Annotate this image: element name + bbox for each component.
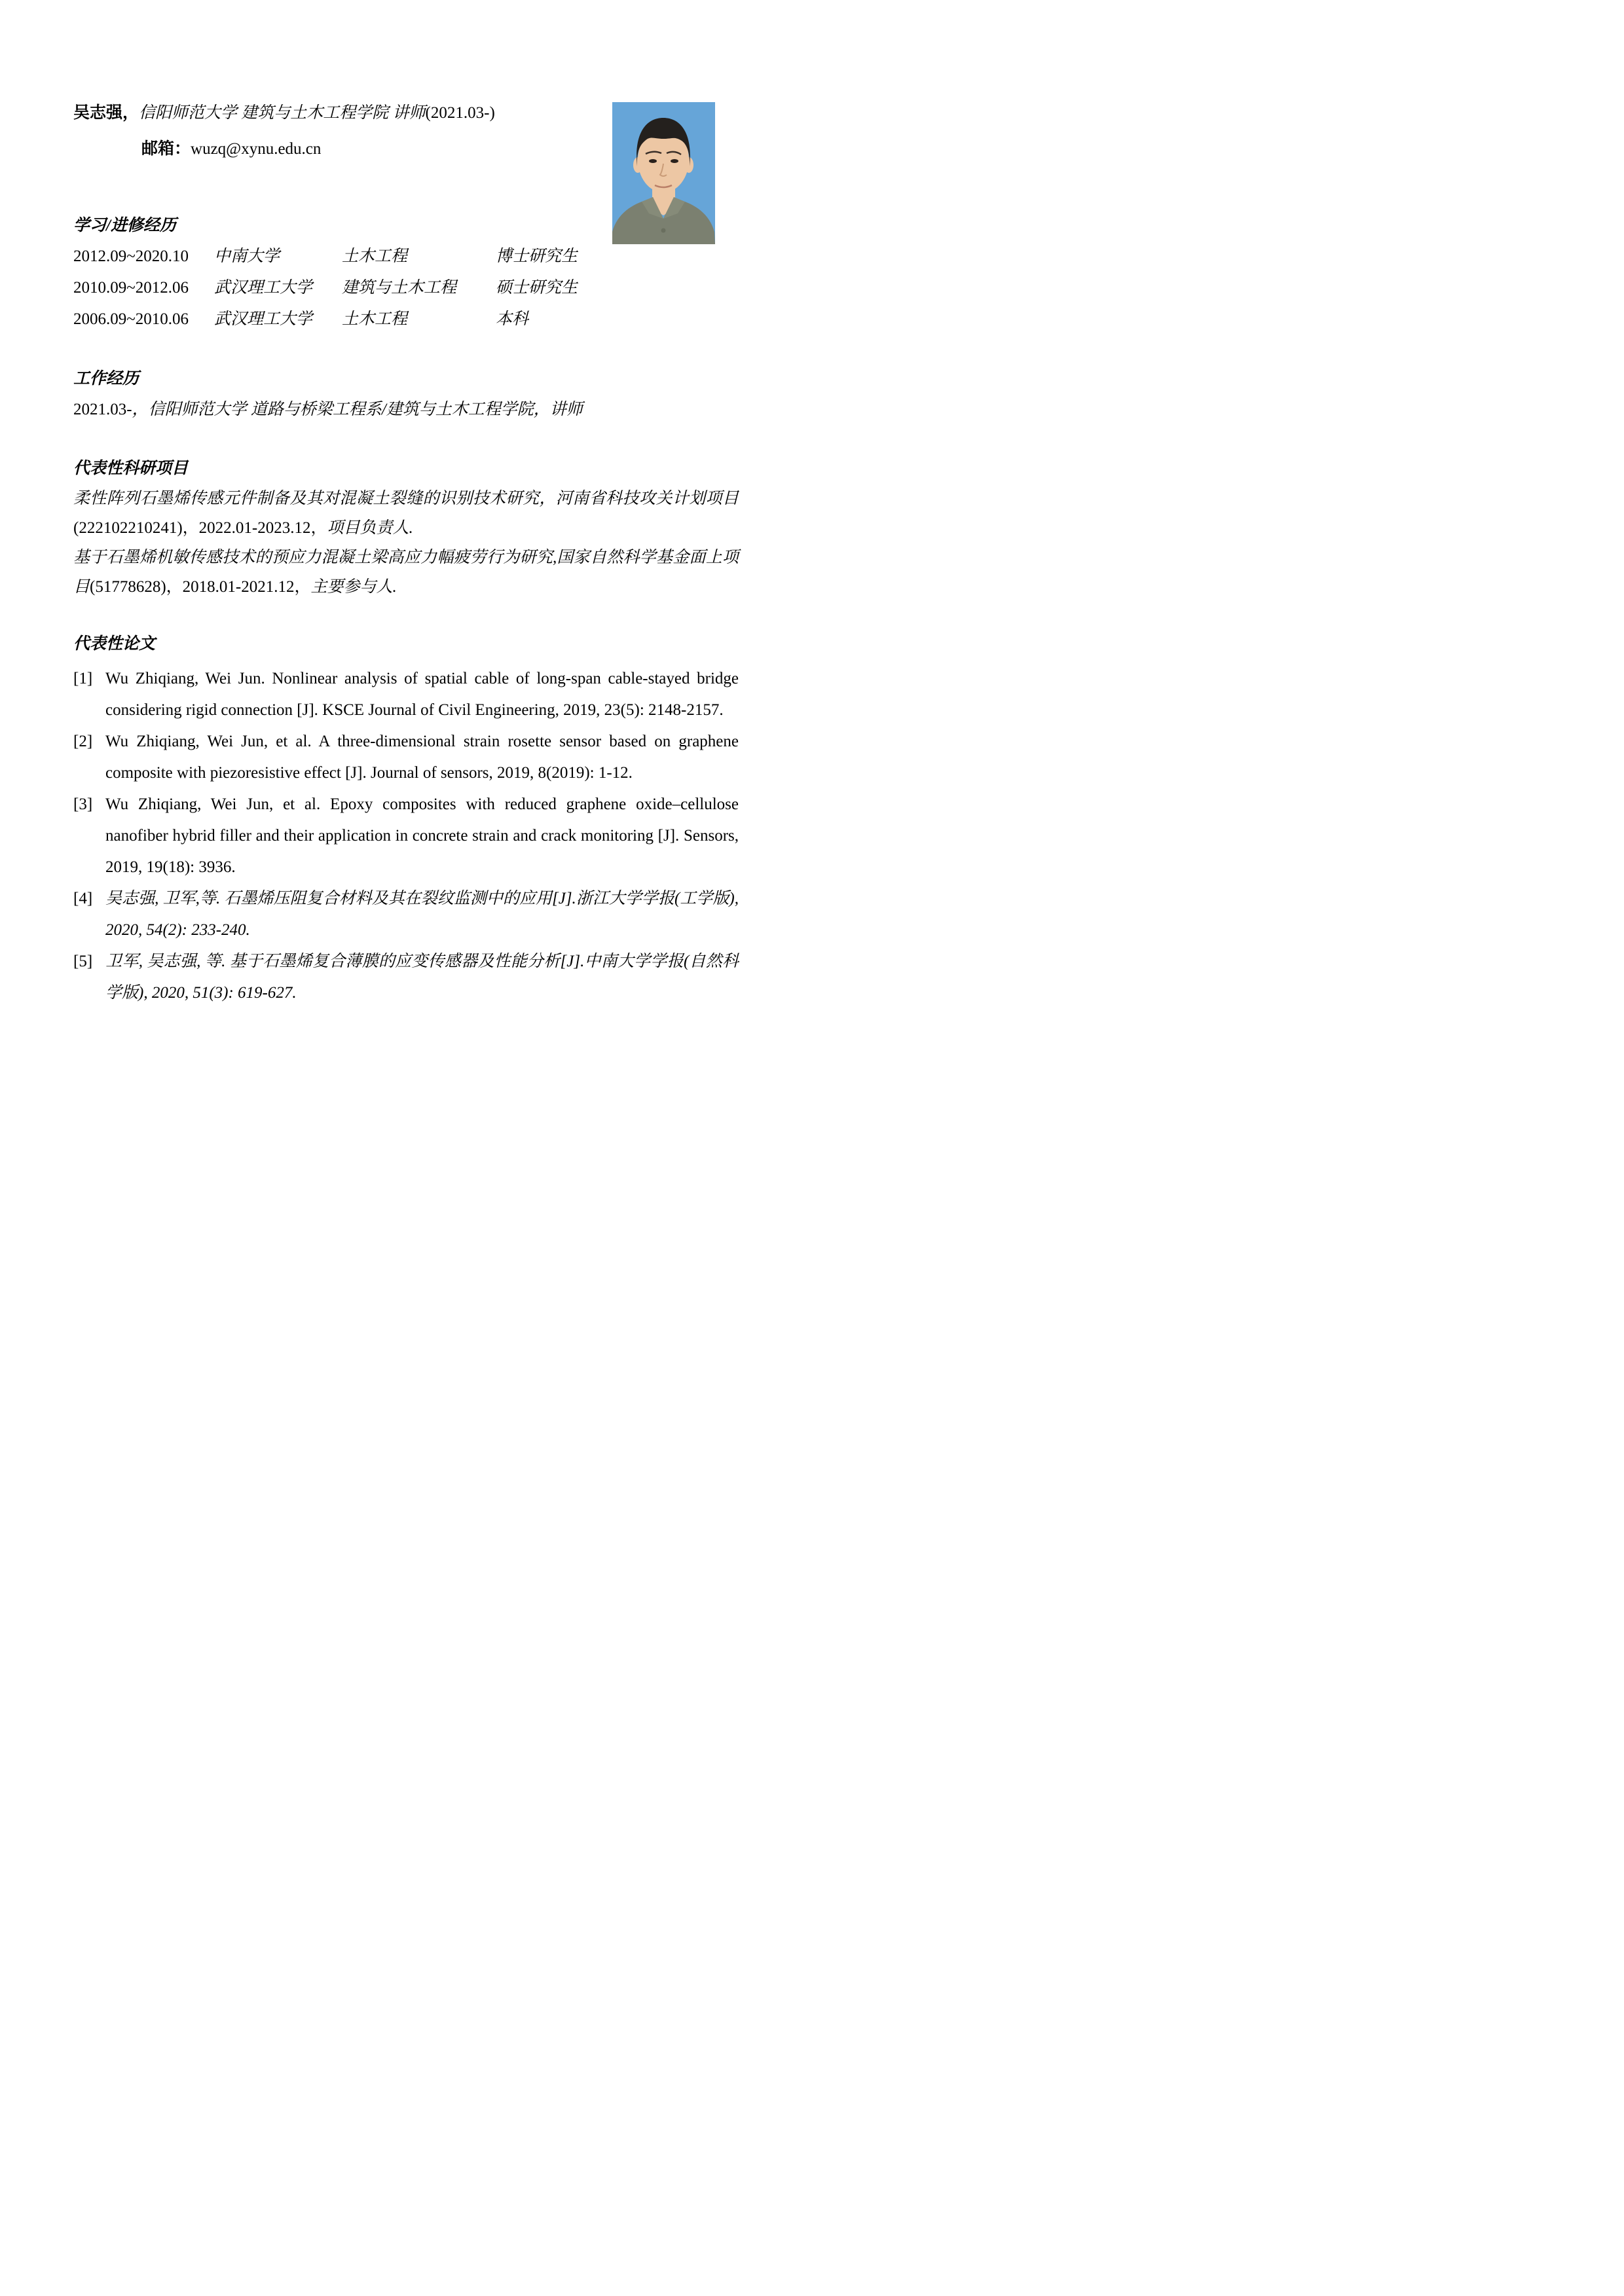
- edu-major: 建筑与土木工程: [342, 279, 457, 297]
- paper-reference: [73, 883, 739, 946]
- project-number-dates: (222102210241)，2022.01-2023.12，: [73, 519, 327, 537]
- project-number-dates: (51778628)，2018.01-2021.12，: [90, 578, 311, 596]
- paper-ref-text: 吴志强, 卫军,等. 石墨烯压阻复合材料及其在裂纹监测中的应用[J].浙江大学学报(工学版), 2020, 54(2): 233-240.: [105, 890, 739, 939]
- work-date: 2021.03-: [73, 401, 132, 418]
- paper-ref-label: [1]: [73, 670, 93, 687]
- education-row: [73, 272, 739, 304]
- paper-reference: [73, 726, 739, 789]
- project-title: 基于石墨烯机敏传感技术的预应力混凝土梁高应力幅疲劳行为研究,国家自然科学基金面上项目: [73, 549, 739, 596]
- resume-content: [73, 0, 739, 1009]
- person-name: 吴志强: [73, 104, 123, 122]
- edu-degree: 硕士研究生: [496, 279, 578, 297]
- edu-school: 武汉理工大学: [214, 279, 313, 297]
- section-heading-education: 学习/进修经历: [73, 217, 176, 234]
- email-line: [73, 134, 739, 164]
- paper-ref-label: [4]: [73, 890, 93, 907]
- email-label: 邮箱：: [141, 140, 191, 158]
- paper-ref-label: [5]: [73, 953, 93, 970]
- work-description: ，信阳师范大学 道路与桥梁工程系/建筑与土木工程学院，讲师: [132, 401, 583, 418]
- paper-ref-text: Wu Zhiqiang, Wei Jun, et al. A three-dimensional strain rosette sensor based on graphene composite with piezoresistive effect [J]. Journal of sensors, 2019, 8(2019): 1-12.: [105, 733, 739, 782]
- resume-page: [0, 0, 812, 1148]
- paper-reference: [73, 946, 739, 1009]
- tenure-dates: (2021.03-): [425, 104, 495, 122]
- edu-period: 2006.09~2010.06: [73, 310, 189, 328]
- section-heading-papers: 代表性论文: [73, 635, 156, 653]
- paper-ref-text: 卫军, 吴志强, 等. 基于石墨烯复合薄膜的应变传感器及性能分析[J].中南大学学报(自然科学版), 2020, 51(3): 619-627.: [105, 953, 739, 1002]
- edu-degree: 本科: [496, 310, 529, 328]
- education-row: [73, 304, 739, 335]
- edu-period: 2010.09~2012.06: [73, 279, 189, 297]
- education-row: [73, 241, 739, 272]
- section-heading-work: 工作经历: [73, 370, 139, 388]
- edu-period: 2012.09~2020.10: [73, 247, 189, 265]
- affiliation: 信阳师范大学 建筑与土木工程学院 讲师: [139, 104, 426, 122]
- project-role: 项目负责人.: [327, 519, 413, 537]
- project-role: 主要参与人.: [310, 578, 397, 596]
- paper-ref-text: Wu Zhiqiang, Wei Jun. Nonlinear analysis of spatial cable of long-span cable-stayed bridge considering rigid connection [J]. KSCE Journal of Civil Engineering, 2019, 23(5): 2148-2157.: [105, 670, 739, 719]
- header-name-line: [73, 98, 739, 128]
- email-value: wuzq@xynu.edu.cn: [191, 140, 322, 158]
- work-experience-line: [73, 394, 739, 425]
- papers-list: [73, 663, 739, 1009]
- edu-school: 中南大学: [214, 247, 280, 265]
- project-title: 柔性阵列石墨烯传感元件制备及其对混凝土裂缝的识别技术研究，河南省科技攻关计划项目: [73, 490, 739, 507]
- project-item: [73, 484, 739, 543]
- paper-ref-label: [3]: [73, 795, 93, 813]
- edu-major: 土木工程: [342, 310, 408, 328]
- edu-major: 土木工程: [342, 247, 408, 265]
- edu-school: 武汉理工大学: [214, 310, 313, 328]
- paper-reference: [73, 789, 739, 883]
- paper-ref-text: Wu Zhiqiang, Wei Jun, et al. Epoxy composites with reduced graphene oxide–cellulose nanofiber hybrid filler and their application in concrete strain and crack monitoring [J]. Sensors, 2019, 19(18): 3936.: [105, 795, 739, 876]
- edu-degree: 博士研究生: [496, 247, 578, 265]
- education-table: [73, 241, 739, 335]
- paper-reference: [73, 663, 739, 726]
- project-item: [73, 543, 739, 602]
- name-comma: ，: [122, 104, 139, 122]
- section-heading-projects: 代表性科研项目: [73, 460, 189, 477]
- paper-ref-label: [2]: [73, 733, 93, 750]
